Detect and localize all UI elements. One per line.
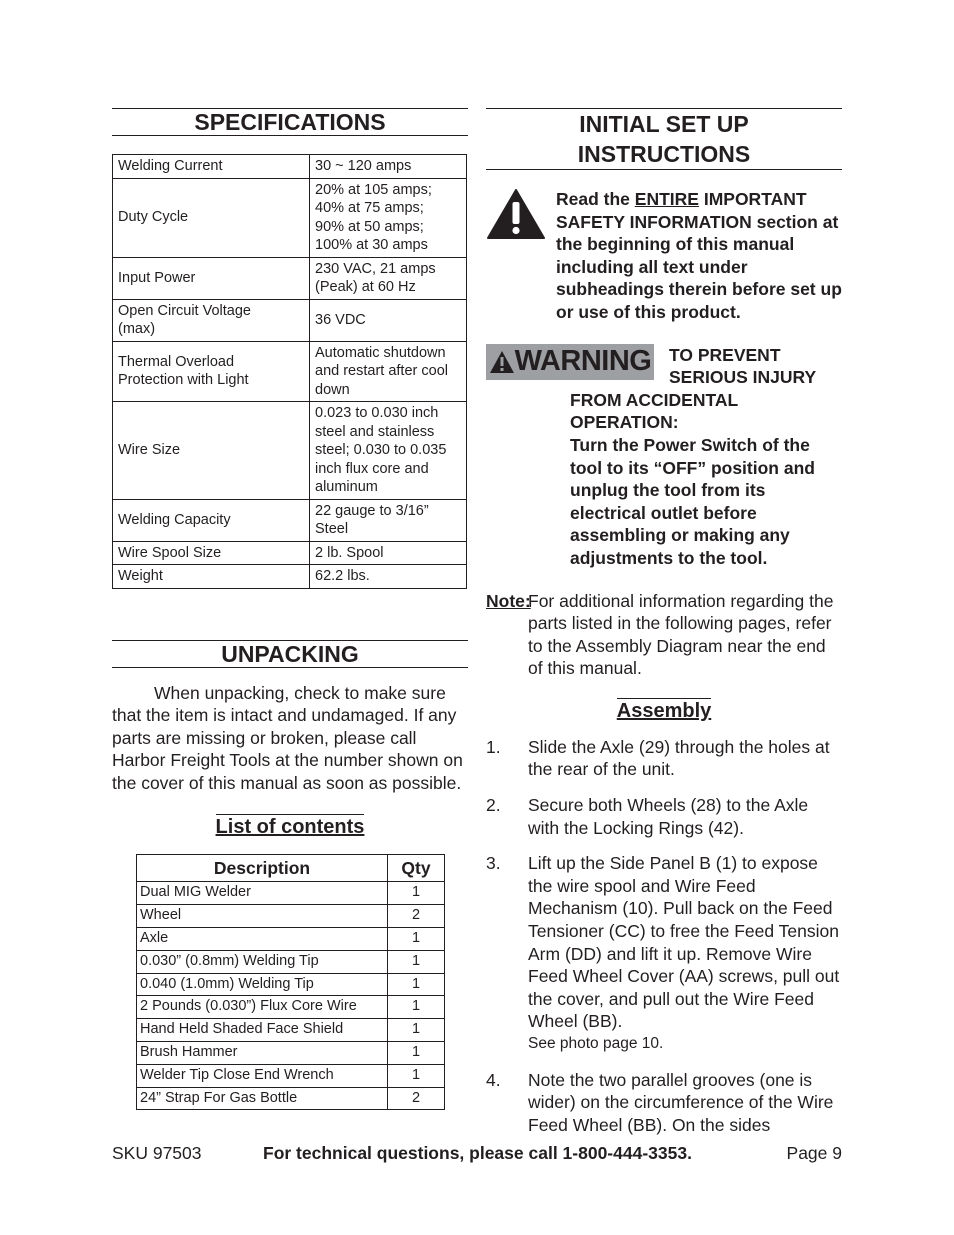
- warning-body: Turn the Power Switch of the tool to its “OFF” position and unplug the tool from its electrical outlet before assembling or making any adjustments to the tool.: [570, 434, 815, 568]
- contents-description: 2 Pounds (0.030”) Flux Core Wire: [137, 996, 388, 1019]
- assembly-step: [486, 1069, 842, 1137]
- contents-description: Axle: [137, 928, 388, 951]
- contents-qty: 1: [388, 1042, 445, 1065]
- specifications-table: [112, 154, 467, 589]
- contents-qty: 1: [388, 1019, 445, 1042]
- contents-description: Dual MIG Welder: [137, 882, 388, 905]
- contents-qty: 1: [388, 996, 445, 1019]
- right-column: [486, 108, 842, 1136]
- col-qty-header: Qty: [388, 855, 445, 882]
- contents-qty: 1: [388, 882, 445, 905]
- initial-setup-heading: INITIAL SET UP INSTRUCTIONS: [486, 108, 842, 170]
- note: [486, 590, 842, 680]
- spec-label: Wire Size: [113, 402, 310, 500]
- contents-description: Hand Held Shaded Face Shield: [137, 1019, 388, 1042]
- assembly-step: [486, 852, 842, 1055]
- contents-description: Welder Tip Close End Wrench: [137, 1064, 388, 1087]
- spec-row: [113, 178, 467, 257]
- spec-row: [113, 565, 467, 589]
- contents-row: [137, 882, 445, 905]
- spec-label: Duty Cycle: [113, 178, 310, 257]
- safety-notice: [486, 188, 842, 324]
- contents-qty: 1: [388, 950, 445, 973]
- col-description-header: Description: [137, 855, 388, 882]
- contents-qty: 1: [388, 973, 445, 996]
- step-number: 4.: [486, 1069, 501, 1090]
- contents-row: [137, 950, 445, 973]
- assembly-step: [486, 794, 842, 839]
- contents-qty: 1: [388, 1064, 445, 1087]
- spec-row: [113, 499, 467, 541]
- warning-icon: [489, 350, 515, 374]
- contents-row: [137, 1042, 445, 1065]
- step-text: Note the two parallel grooves (one is wider) on the circumference of the Wire Feed Wheel (BB). On the sides: [528, 1069, 834, 1135]
- spec-label: Thermal Overload Protection with Light: [113, 341, 310, 402]
- step-body: [528, 736, 842, 781]
- spec-label: Input Power: [113, 257, 310, 299]
- spec-value: 0.023 to 0.030 inch steel and stainless steel; 0.030 to 0.035 inch flux core and aluminum: [310, 402, 467, 500]
- warning-label: WARNING: [514, 345, 652, 378]
- spec-label: Open Circuit Voltage (max): [113, 299, 310, 341]
- contents-row: [137, 996, 445, 1019]
- contents-row: [137, 1019, 445, 1042]
- spec-label: Weight: [113, 565, 310, 589]
- spec-value: 30 ~ 120 amps: [310, 155, 467, 179]
- spec-row: [113, 402, 467, 500]
- contents-description: 0.040 (1.0mm) Welding Tip: [137, 973, 388, 996]
- spec-value: 2 lb. Spool: [310, 541, 467, 565]
- assembly-heading: Assembly: [616, 699, 712, 722]
- spec-row: [113, 257, 467, 299]
- contents-qty: 1: [388, 928, 445, 951]
- step-number: 1.: [486, 736, 501, 757]
- contents-row: [137, 1087, 445, 1110]
- assembly-steps: [486, 736, 842, 1137]
- warning-line-3: FROM ACCIDENTAL OPERATION:: [570, 389, 738, 433]
- contents-row: [137, 928, 445, 951]
- step-number: 3.: [486, 853, 501, 874]
- spec-label: Wire Spool Size: [113, 541, 310, 565]
- note-text: For additional information regarding the parts listed in the following pages, refer to the Assembly Diagram near the end of this manual.: [528, 590, 834, 679]
- tech-support-line: For technical questions, please call 1-800-444-3353.: [263, 1143, 692, 1163]
- note-label: Note:: [486, 590, 531, 611]
- list-of-contents-heading: List of contents: [215, 816, 365, 839]
- sku-number: SKU 97503: [112, 1143, 202, 1163]
- contents-row: [137, 905, 445, 928]
- safety-text: Read the ENTIRE IMPORTANT SAFETY INFORMATION section at the beginning of this manual including all text under subheadings therein before set up or use of this product.: [556, 189, 842, 322]
- spec-row: [113, 341, 467, 402]
- assembly-step: [486, 736, 842, 781]
- unpacking-heading: UNPACKING: [112, 640, 468, 668]
- spec-label: Welding Capacity: [113, 499, 310, 541]
- warning-badge: [486, 344, 654, 380]
- spec-row: [113, 299, 467, 341]
- contents-description: Brush Hammer: [137, 1042, 388, 1065]
- spec-value: 62.2 lbs.: [310, 565, 467, 589]
- left-column: [112, 108, 468, 1110]
- contents-qty: 2: [388, 905, 445, 928]
- step-text: Secure both Wheels (28) to the Axle with the Locking Rings (42).: [528, 795, 809, 838]
- contents-row: [137, 1064, 445, 1087]
- page-number: Page 9: [786, 1143, 842, 1163]
- specifications-heading: SPECIFICATIONS: [112, 108, 468, 136]
- step-number: 2.: [486, 795, 501, 816]
- step-body: [528, 1069, 842, 1137]
- contents-description: 0.030” (0.8mm) Welding Tip: [137, 950, 388, 973]
- step-text: Lift up the Side Panel B (1) to expose the wire spool and Wire Feed Mechanism (10). Pull back on the Feed Tensioner (CC) to free the Feed Tension Arm (DD) and lift it up. Remove Wire Feed Wheel Cover (AA) screws, pull out the cover, and pull out the Wire Feed Wheel (BB).: [528, 853, 840, 1032]
- contents-description: Wheel: [137, 905, 388, 928]
- warning-line-2: SERIOUS INJURY: [669, 367, 817, 388]
- step-extra: See photo page 10.: [528, 1035, 664, 1052]
- contents-table: [136, 854, 445, 1110]
- spec-row: [113, 541, 467, 565]
- spec-label: Welding Current: [113, 155, 310, 179]
- warning-triangle-icon: [486, 188, 546, 240]
- step-text: Slide the Axle (29) through the holes at the rear of the unit.: [528, 736, 830, 780]
- spec-value: 36 VDC: [310, 299, 467, 341]
- spec-value: 20% at 105 amps; 40% at 75 amps; 90% at 50 amps; 100% at 30 amps: [310, 178, 467, 257]
- warning-line-1: TO PREVENT: [669, 344, 781, 365]
- warning-block: [486, 344, 842, 570]
- unpacking-text: When unpacking, check to make sure that the item is intact and undamaged. If any parts are missing or broken, please call Harbor Freight Tools at the number shown on the cover of this manual as soon as possible.: [112, 682, 463, 793]
- spec-value: 230 VAC, 21 amps (Peak) at 60 Hz: [310, 257, 467, 299]
- contents-qty: 2: [388, 1087, 445, 1110]
- spec-value: 22 gauge to 3/16” Steel: [310, 499, 467, 541]
- step-body: [528, 852, 842, 1055]
- contents-row: [137, 973, 445, 996]
- spec-row: [113, 155, 467, 179]
- contents-description: 24” Strap For Gas Bottle: [137, 1087, 388, 1110]
- spec-value: Automatic shutdown and restart after cool down: [310, 341, 467, 402]
- step-body: [528, 794, 842, 839]
